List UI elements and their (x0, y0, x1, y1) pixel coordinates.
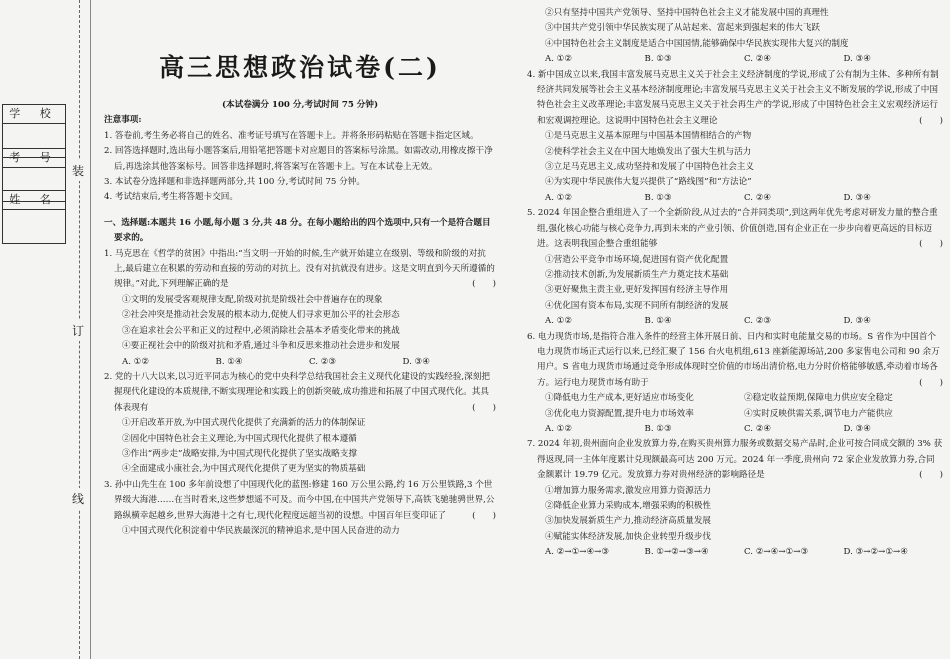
right-column (527, 6, 943, 561)
answer-bracket: ( ) (472, 402, 496, 413)
binding-margin (0, 0, 100, 659)
choice-item: ③中国共产党引领中华民族实现了从站起来、富起来到强起来的伟大飞跃 (545, 23, 821, 34)
note-item: 4. 考试结束后,考生将答题卡交回。 (104, 192, 238, 203)
choice-item: ①开启改革开放,为中国式现代化提供了充满新的活力的体制保证 (122, 418, 366, 429)
exam-number-label: 考 号 (3, 149, 65, 168)
note-item: 1. 答卷前,考生务必将自己的姓名、准考证号填写在答题卡上。并将条形码粘贴在答题卡指定区域。 (104, 130, 479, 141)
margin-rule (90, 0, 91, 659)
answer-options (527, 314, 943, 329)
question-2 (104, 370, 496, 478)
question-6 (527, 330, 943, 438)
notes-heading: 注意事项: (104, 115, 142, 126)
answer-bracket: ( ) (919, 239, 943, 250)
choice-row (527, 407, 943, 422)
name-label: 姓 名 (3, 191, 65, 210)
option-d: D. ③→②→①→④ (843, 547, 908, 558)
choice-item: ④赋能实体经济发展,加快企业转型升级步伐 (545, 531, 712, 542)
question-1 (104, 247, 496, 370)
choice-item: ②使科学社会主义在中国大地焕发出了强大生机与活力 (545, 146, 752, 157)
choice-item: ②社会冲突是推动社会发展的根本动力,促使人们寻求更加公平的社会形态 (122, 310, 400, 321)
option-d: D. ③④ (402, 356, 430, 367)
paper-title: 高三思想政治试卷(二) (159, 53, 441, 82)
answer-options (527, 545, 943, 560)
option-a: A. ①② (545, 423, 573, 434)
choice-item: ①文明的发展受客观规律支配,阶级对抗是阶级社会中普遍存在的现象 (122, 294, 383, 305)
answer-bracket: ( ) (472, 279, 496, 290)
seal-char-xian: 线 (72, 488, 84, 509)
question-stem: 6. 电力现货市场,是指符合准入条件的经营主体开展日前、日内和实时电能量交易的市场。S 省作为中国首个电力现货市场正式运行以来,已经汇聚了 156 台火电机组,613 座新能源场站,200 多家售电公司和 90 余万用户。S 省电力现货市场通过竞争形成体现时空价值的市场出清价格,电力分时价格能够敏感,牵动着市场各方。运行电力现货市场有助于 (527, 331, 940, 388)
question-stem: 7. 2024 年初,贵州面向企业发放算力券,在购买贵州算力服务或数据交易产品时,企业可按合同成交额的 3% 获得返现,同一主体年度累计兑现额最高可达 200 万元。2024 年一季度,贵州向 72 家企业发放算力券,合同金额累计 19.79 亿元。发放算力券对贵州经济的影响路径是 (527, 439, 943, 481)
option-c: C. ②③ (309, 356, 337, 367)
choice-item: ③作出“两步走”战略安排,为中国式现代化提供了坚实战略支撑 (122, 448, 357, 459)
answer-options (527, 191, 943, 206)
choice-item: ④优化国有资本布局,实现不同所有制经济的发展 (545, 300, 729, 311)
choice-item: ④实时反映供需关系,调节电力产能供应 (744, 408, 893, 419)
option-b: B. ①③ (644, 423, 672, 434)
question-3-continued (527, 6, 943, 68)
option-c: C. ②→④→①→③ (744, 547, 809, 558)
answer-bracket: ( ) (919, 115, 943, 126)
choice-item: ②稳定收益预期,保障电力供应安全稳定 (744, 393, 893, 404)
section-heading: 一、选择题:本题共 16 小题,每小题 3 分,共 48 分。在每小题给出的四个选项中,只有一个是符合题目要求的。 (104, 217, 491, 244)
name-box (2, 190, 66, 244)
option-b: B. ①④ (215, 356, 243, 367)
option-b: B. ①③ (644, 192, 672, 203)
choice-item: ③立足马克思主义,成功坚持和发展了中国特色社会主义 (545, 162, 754, 173)
answer-options (104, 355, 496, 370)
paper-subtitle: (本试卷满分 100 分,考试时间 75 分钟) (221, 100, 379, 110)
option-d: D. ③④ (843, 192, 871, 203)
option-c: C. ②④ (744, 423, 772, 434)
choice-item: ③在追求社会公平和正义的过程中,必须消除社会基本矛盾变化带来的挑战 (122, 325, 400, 336)
option-c: C. ②③ (744, 316, 772, 327)
choice-item: ④中国特色社会主义制度是适合中国国情,能够确保中华民族实现伟大复兴的制度 (545, 38, 849, 49)
option-d: D. ③④ (843, 423, 871, 434)
choice-item: ①降低电力生产成本,更好适应市场变化 (545, 393, 694, 404)
option-a: A. ①② (545, 54, 573, 65)
option-c: C. ②④ (744, 192, 772, 203)
question-7 (527, 437, 943, 560)
choice-item: ③加快发展新质生产力,推动经济高质量发展 (545, 516, 712, 527)
option-a: A. ①② (545, 192, 573, 203)
question-stem: 2. 党的十八大以来,以习近平同志为核心的党中央科学总结我国社会主义现代化建设的实践经验,深刻把握现代化建设的本质规律,不断实现理论和实践上的创新突破,成功推进和拓展了中国式现代化。其具体表现有 (104, 371, 490, 413)
choice-item: ④为实现中华民族伟大复兴提供了“路线图”和“方法论” (545, 177, 752, 188)
school-label: 学 校 (3, 105, 65, 124)
option-d: D. ③④ (843, 316, 871, 327)
option-a: A. ①② (122, 356, 150, 367)
choice-item: ①中国式现代化积淀着中华民族最深沉的精神追求,是中国人民奋进的动力 (122, 525, 400, 536)
question-stem: 1. 马克思在《哲学的贫困》中指出:“当文明一开始的时候,生产就开始建立在级别、等级和阶级的对抗上,最后建立在积累的劳动和直接的劳动的对抗上。没有对抗就没有进步。这是文明直到今天所遵循的规律。”对此,下列理解正确的是 (104, 248, 495, 290)
question-stem: 4. 新中国成立以来,我国丰富发展马克思主义关于社会主义经济制度的学说,形成了公有制为主体、多种所有制经济共同发展等社会主义基本经济制度理论;丰富发展马克思主义关于社会主义不断发展的学说,形成了中国特色社会主义改革理论;丰富发展马克思主义关于社会再生产的学说,形成了中国特色社会主义宏观经济运行和宏观调控理论。这说明中国特色社会主义理论 (527, 69, 939, 126)
choice-item: ②推动技术创新,为发展新质生产力奠定技术基础 (545, 269, 729, 280)
choice-item: ②只有坚持中国共产党领导、坚持中国特色社会主义才能发展中国的真理性 (545, 8, 829, 18)
choice-row (527, 391, 943, 406)
choice-item: ①营造公平竞争市场环境,促进国有资产优化配置 (545, 254, 729, 265)
option-c: C. ②④ (744, 54, 772, 65)
left-column (104, 0, 496, 539)
question-5 (527, 206, 943, 329)
answer-bracket: ( ) (919, 377, 943, 388)
question-stem: 3. 孙中山先生在 100 多年前设想了中国现代化的蓝图:修建 160 万公里公路,约 16 万公里铁路,3 个世界级大海港……在当时看来,这些梦想遥不可及。而今中国,在中国共产党领导下,高铁飞驰驰骋世界,公路纵横幸起越乡,世界大海港十之有七,现代化程度远超当初的设想。中国百年巨变印证了 (104, 479, 495, 521)
question-3 (104, 478, 496, 540)
option-b: B. ①④ (644, 316, 672, 327)
seal-char-zhuang: 装 (72, 160, 84, 181)
option-b: B. ①→②→③→④ (644, 547, 709, 558)
note-item: 3. 本试卷分选择题和非选择题两部分,共 100 分,考试时间 75 分钟。 (104, 177, 365, 188)
answer-options (527, 422, 943, 437)
choice-item: ②固化中国特色社会主义理论,为中国式现代化提供了根本遵循 (122, 433, 357, 444)
answer-bracket: ( ) (472, 510, 496, 521)
question-4 (527, 68, 943, 207)
question-stem: 5. 2024 年国企整合重组进入了一个全新阶段,从过去的“合并同类项”,到这两年优先考虑对研发力量的整合重组,强化核心功能与核心竞争力,再到未来的产业引领、价值创造,国有企业正在一步步向着更高远的目标迈进。这表明我国企整合重组能够 (527, 208, 938, 250)
option-a: A. ②→①→④→③ (545, 547, 610, 558)
choice-item: ①增加算力服务需求,激发应用算力资源活力 (545, 485, 712, 496)
answer-options (527, 52, 943, 67)
choice-item: ②降低企业算力采购成本,增强采购的积极性 (545, 501, 712, 511)
option-b: B. ①③ (644, 54, 672, 65)
note-item: 2. 回答选择题时,选出每小题答案后,用铅笔把答题卡对应题目的答案标号涂黑。如需改动,用橡皮擦干净后,再选涂其他答案标号。回答非选择题时,将答案写在答题卡上。写在本试卷上无效。 (104, 146, 493, 172)
seal-char-ding: 订 (72, 320, 84, 341)
option-d: D. ③④ (843, 54, 871, 65)
choice-item: ③更好聚焦主责主业,更好发挥国有经济主导作用 (545, 285, 729, 296)
choice-item: ①是马克思主义基本原理与中国基本国情相结合的产物 (545, 131, 752, 142)
choice-item: ④全面建成小康社会,为中国式现代化提供了更为坚实的物质基础 (122, 464, 366, 475)
option-a: A. ①② (545, 316, 573, 327)
answer-bracket: ( ) (919, 470, 943, 481)
choice-item: ③优化电力资源配置,提升电力市场效率 (545, 408, 694, 419)
choice-item: ④要正视社会中的阶级对抗和矛盾,通过斗争和反思来推动社会进步和发展 (122, 341, 400, 352)
